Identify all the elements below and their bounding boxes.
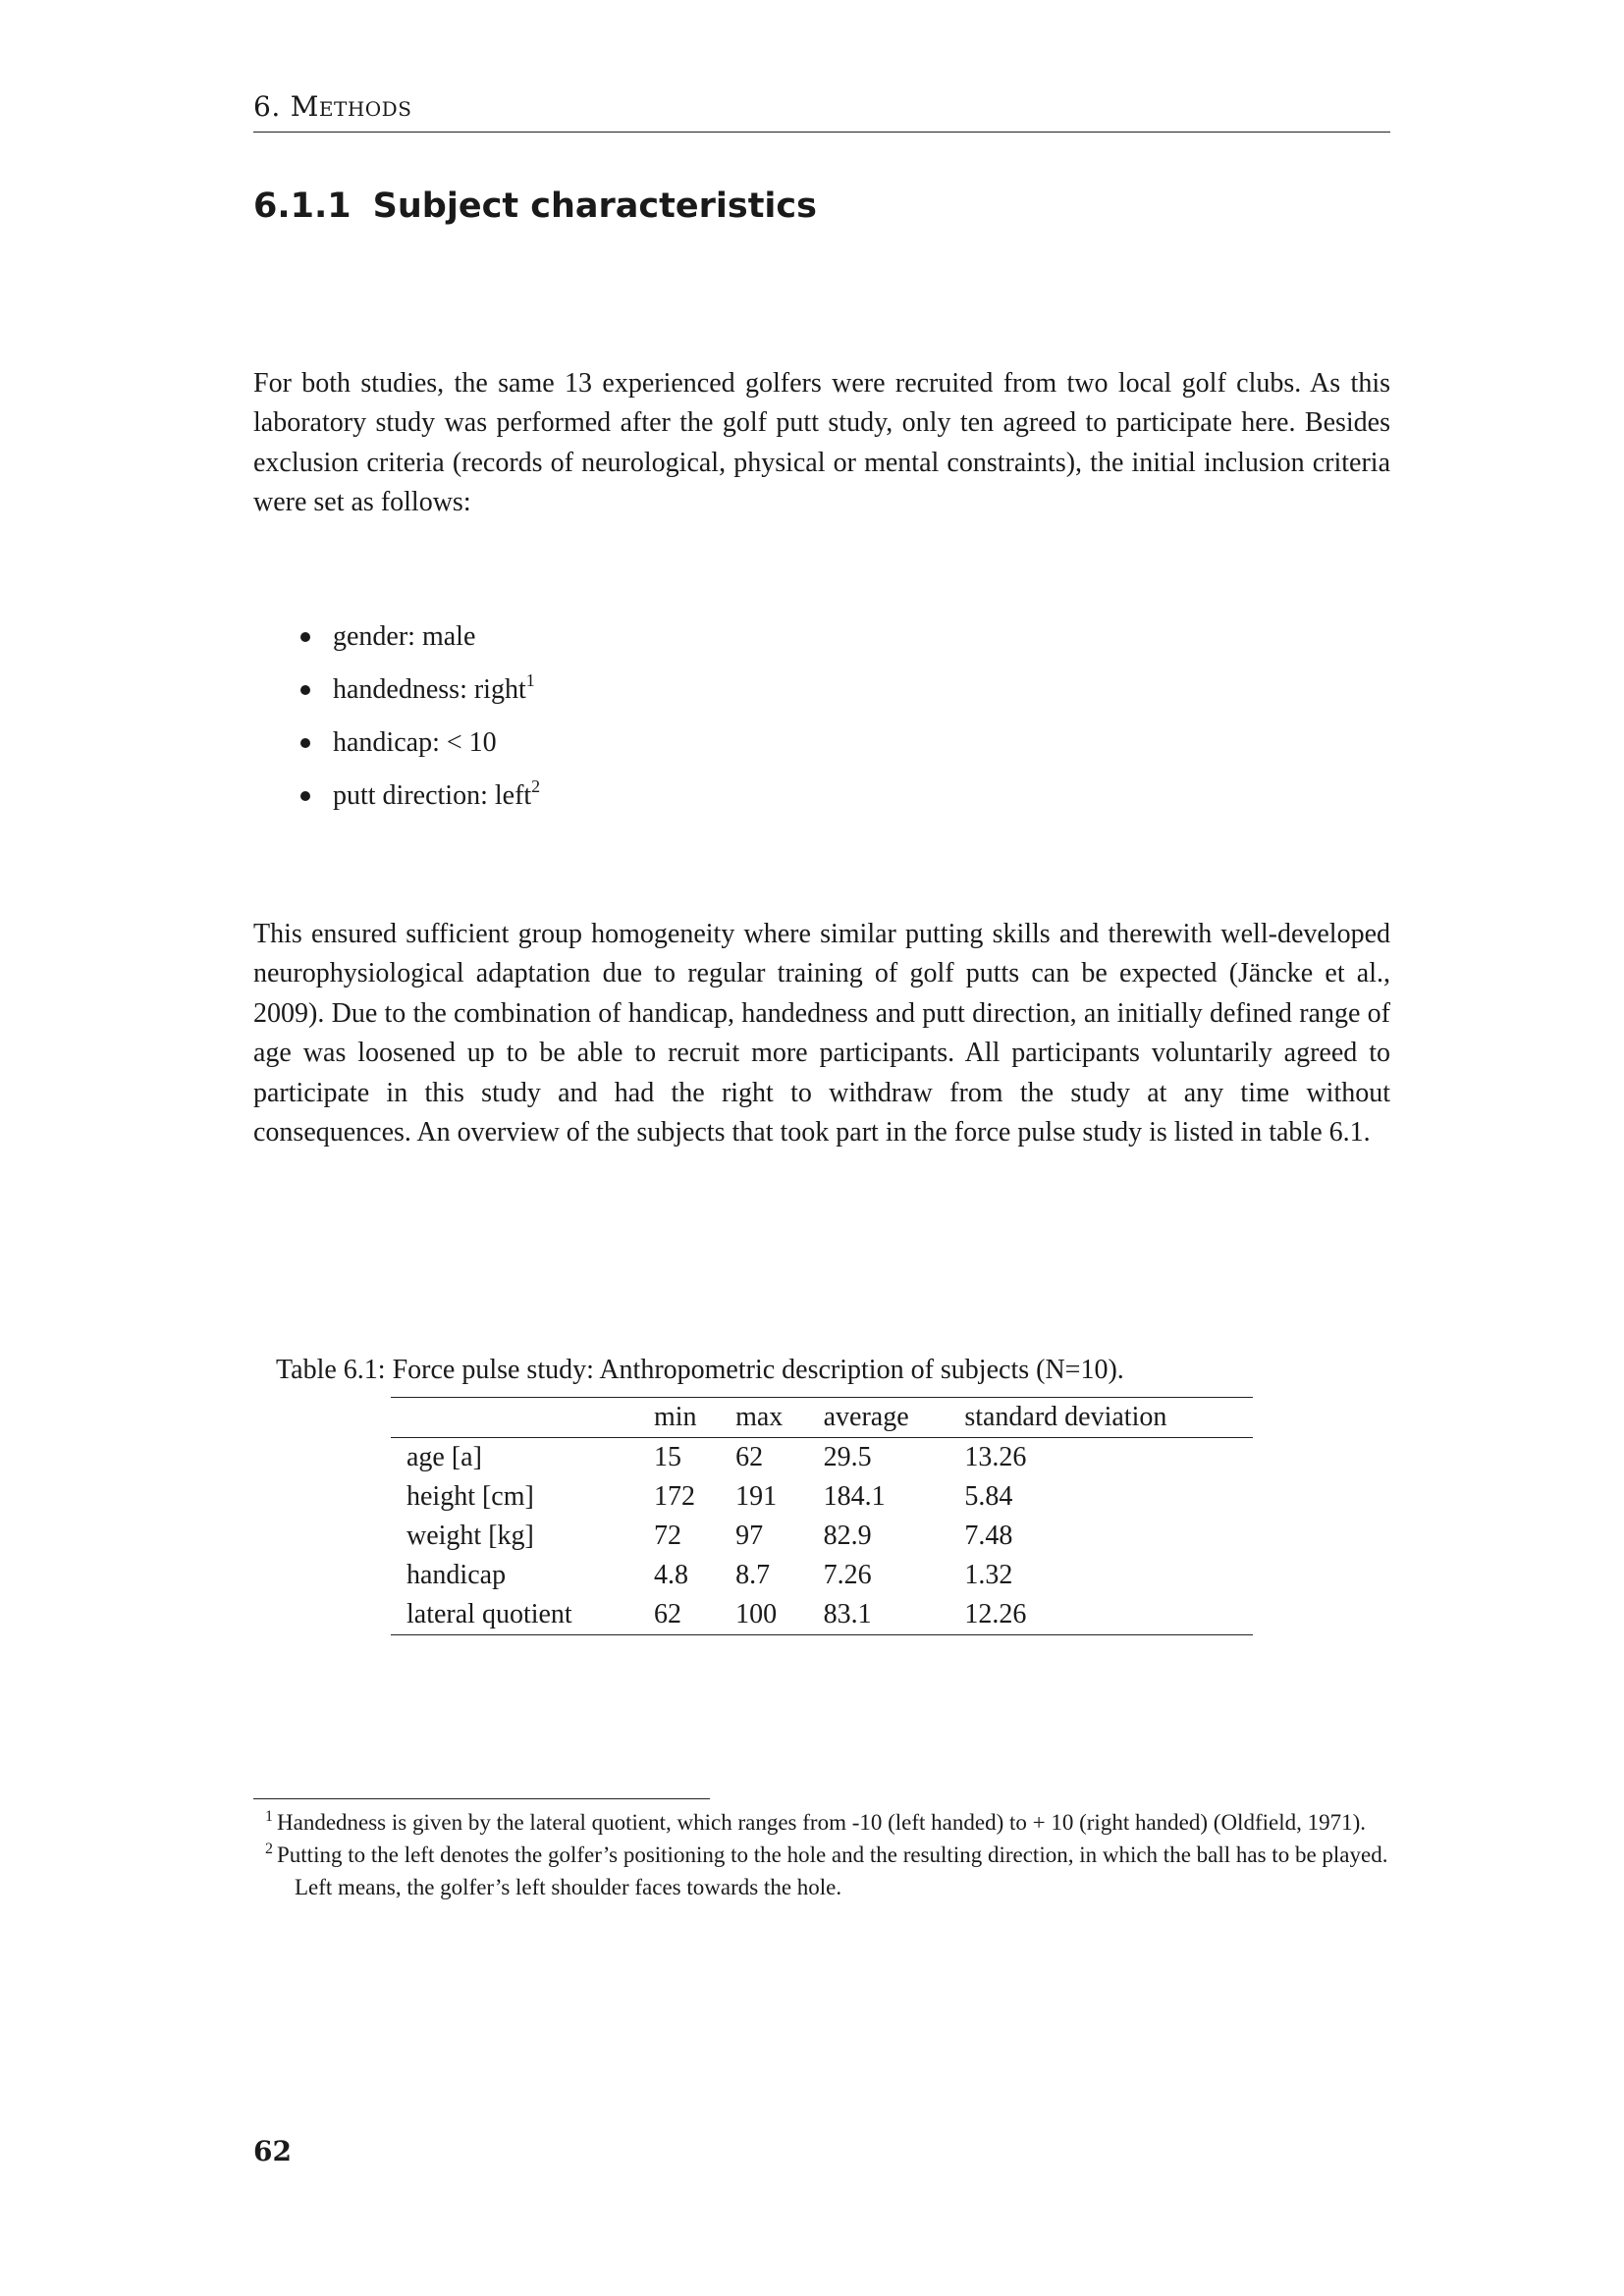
table-cell: 172 [654,1481,695,1512]
list-item [300,776,540,829]
subjects-table [391,1397,1253,1635]
chapter-number: 6. [253,90,281,123]
table-cell: 82.9 [823,1521,872,1551]
table-row [391,1595,1253,1635]
section-number: 6.1.1 [253,187,352,226]
footnotes [253,1806,1390,1903]
table-cell: 5.84 [964,1481,1013,1512]
bullet-icon [300,791,310,801]
footnote-text: Handedness is given by the lateral quotient, which ranges from -10 (left handed) to + 10 (right handed) (Oldfield, 1971). [277,1810,1366,1835]
table-cell: 13.26 [964,1442,1027,1472]
section-heading [253,187,817,226]
table-row [391,1477,1253,1517]
table-cell: weight [kg] [406,1521,534,1551]
section-title: Subject characteristics [372,187,818,226]
table-caption: Table 6.1: Force pulse study: Anthropometric description of subjects (N=10). [276,1355,1124,1385]
bullet-icon [300,632,310,642]
table-cell: 72 [654,1521,681,1551]
list-item-text: handicap: < 10 [333,727,497,758]
table-cell: 83.1 [823,1599,872,1629]
table-header-cell: average [808,1398,949,1438]
bullet-icon [300,738,310,748]
table-cell: 4.8 [654,1560,688,1590]
table-cell: age [a] [406,1442,482,1472]
table-cell: 8.7 [735,1560,771,1590]
chapter-title: Methods [290,90,412,123]
list-item [300,723,540,776]
table-cell: height [cm] [406,1481,534,1512]
table-cell: handicap [406,1560,507,1590]
table-row [391,1556,1253,1595]
bullet-icon [300,685,310,695]
table-cell: lateral quotient [406,1599,572,1629]
table-cell: 184.1 [823,1481,886,1512]
list-item-text: handedness: right [333,674,526,705]
table-cell: 29.5 [823,1442,872,1472]
table-cell: 7.26 [823,1560,872,1590]
table-header-cell: max [720,1398,808,1438]
table-cell: 7.48 [964,1521,1013,1551]
paragraph-overview: This ensured sufficient group homogeneity where similar putting skills and therewith well-developed neurophysiological adaptation due to regular training of golf putts can be expected (Jäncke et al., 2009). Due to the combination of handicap, handedness and putt direction, an initially defined range of age was loosened up to be able to recruit more participants. All participants voluntarily agreed to participate in this study and had the right to withdraw from the study at any time without consequences. An overview of the subjects that took part in the force pulse study is listed in table 6.1. [253,919,1390,1148]
table-header-row [391,1398,1253,1438]
table-row [391,1438,1253,1478]
table-cell: 1.32 [964,1560,1013,1590]
list-item-text: gender: male [333,621,476,652]
list-item-text: putt direction: left [333,780,532,811]
table-cell: 62 [654,1599,681,1629]
table-cell: 97 [735,1521,764,1551]
footnote: 2 Putting to the left denotes the golfer’s positioning to the hole and the resulting direction, in which the ball has to be played. Left means, the golfer’s left shoulder faces towards the hole. [265,1841,1388,1899]
table-header-cell [391,1398,638,1438]
header-rule [253,132,1390,133]
paragraph-intro: For both studies, the same 13 experienced golfers were recruited from two local golf clubs. As this laboratory study was performed after the golf putt study, only ten agreed to participate here. Besides exclusion criteria (records of neurological, physical or mental constraints), the initial inclusion criteria were set as follows: [253,368,1390,518]
footnote-ref[interactable]: 1 [525,670,535,690]
footnote-rule [253,1798,710,1799]
table-cell: 191 [735,1481,778,1512]
table-cell: 100 [735,1599,778,1629]
footnote-text: Putting to the left denotes the golfer’s positioning to the hole and the resulting direction, in which the ball has to be played. Left means, the golfer’s left shoulder faces towards the hole. [277,1842,1388,1899]
table-cell: 62 [735,1442,764,1472]
list-item [300,670,540,723]
list-item [300,617,540,670]
table-row [391,1517,1253,1556]
table-cell: 15 [654,1442,681,1472]
footnote: 1 Handedness is given by the lateral quotient, which ranges from -10 (left handed) to + 10 (right handed) (Oldfield, 1971). [265,1808,1366,1835]
inclusion-criteria-list [300,617,540,829]
table-header-cell: min [638,1398,720,1438]
running-header [253,90,1390,123]
table-cell: 12.26 [964,1599,1027,1629]
footnote-ref[interactable]: 2 [531,776,541,796]
page-number: 62 [253,2135,292,2167]
table-header-cell: standard deviation [948,1398,1253,1438]
